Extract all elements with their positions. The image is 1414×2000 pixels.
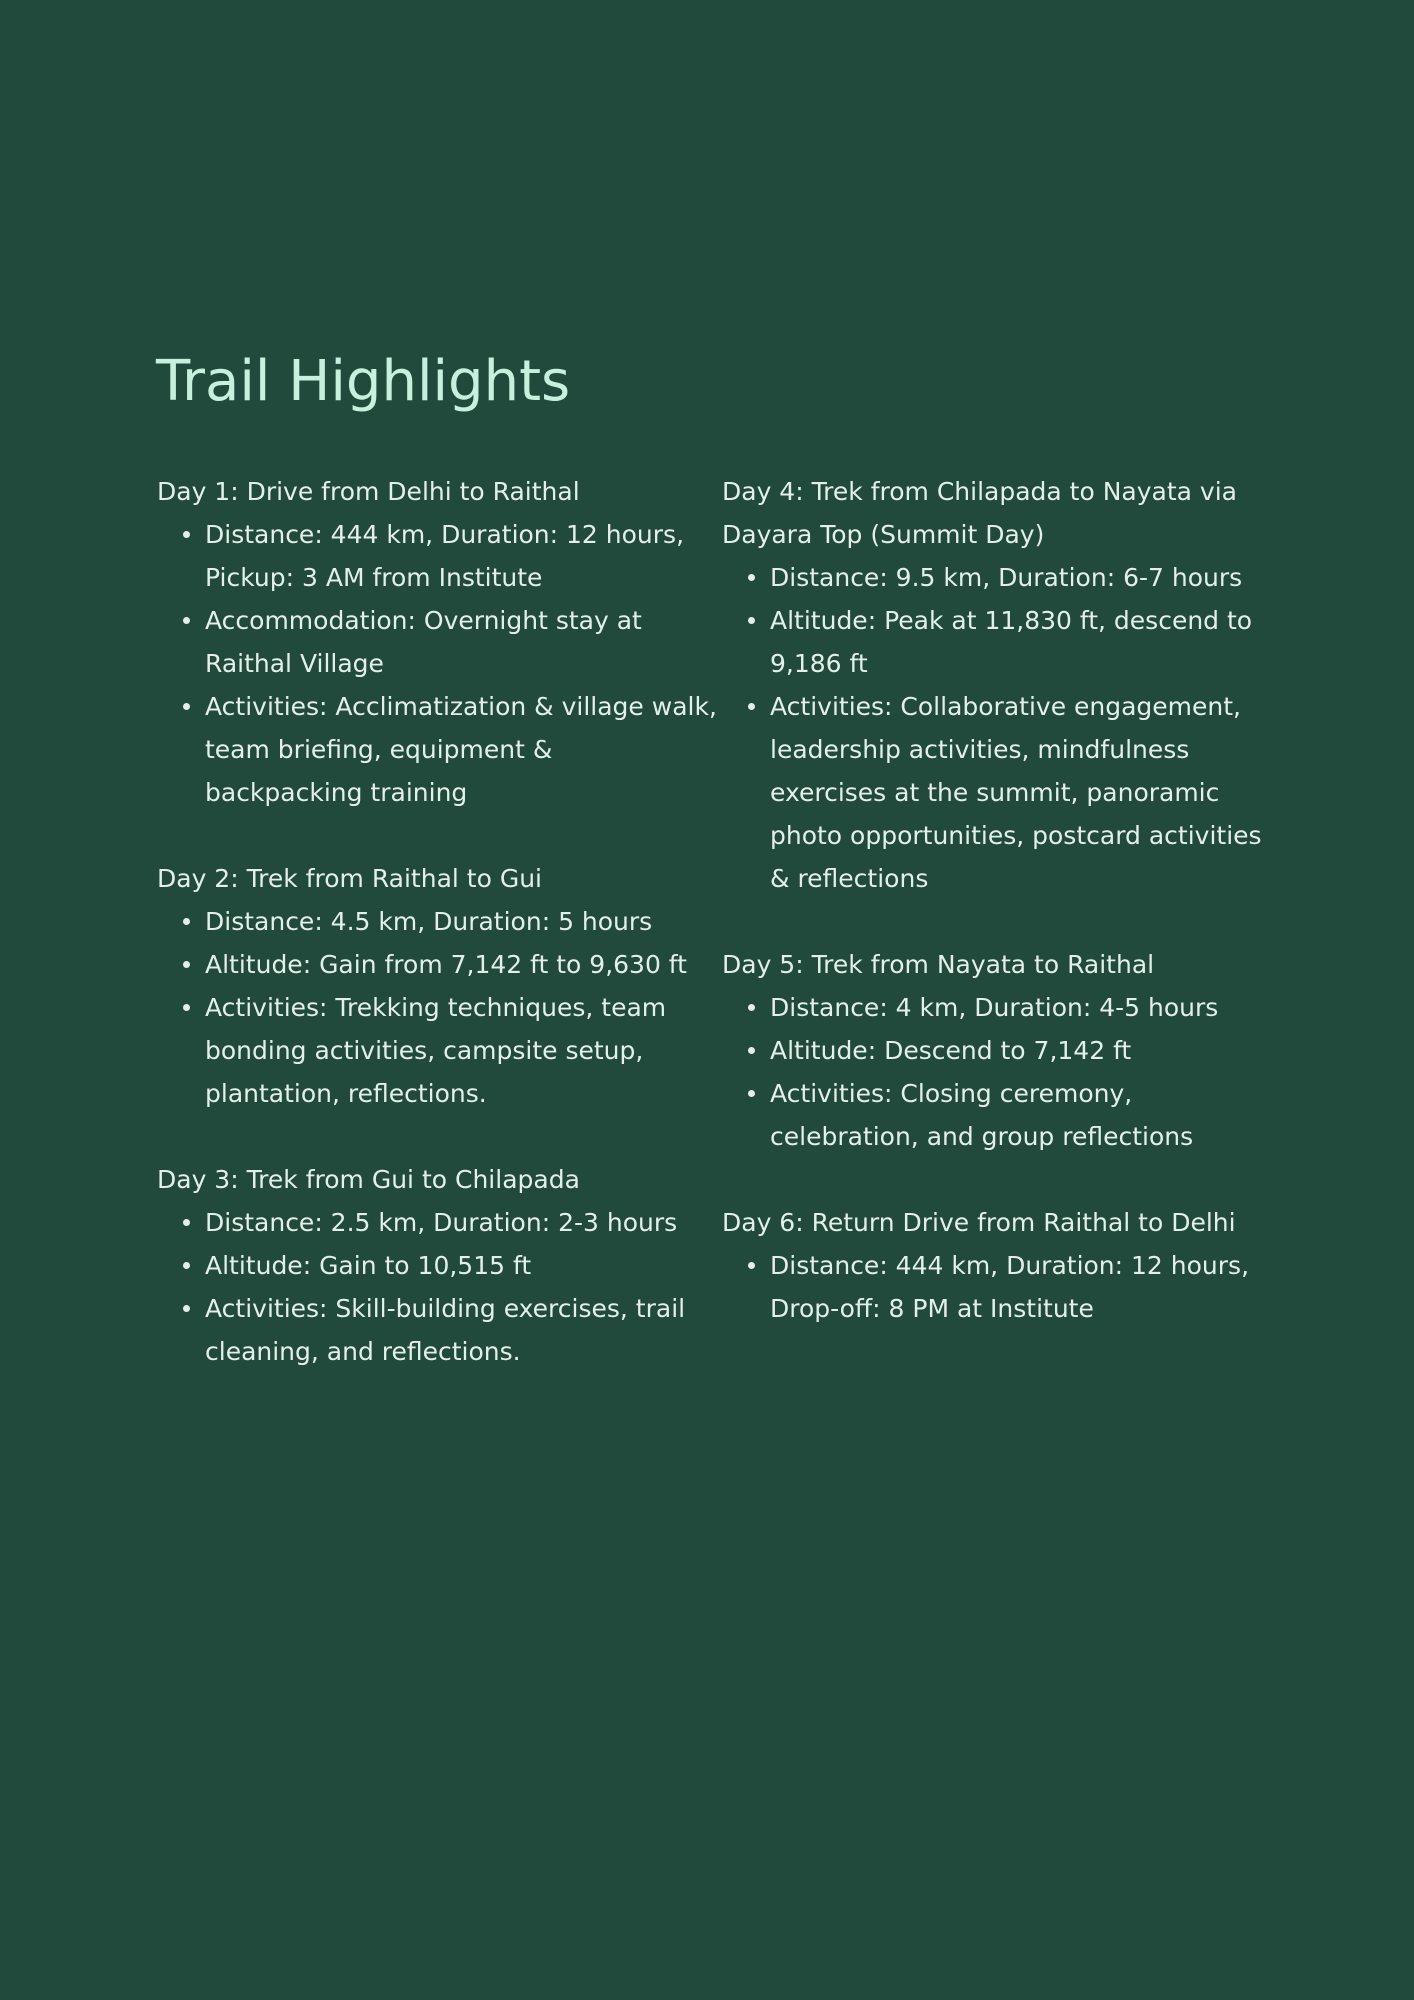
list-item-text: Activities: Trekking techniques, team bonding activities, campsite setup, plantation, reflections. xyxy=(205,993,667,1108)
list-item xyxy=(770,1244,1282,1330)
list-item xyxy=(770,1072,1282,1158)
list-item-text: Accommodation: Overnight stay at Raithal Village xyxy=(205,606,642,678)
list-item-text: Distance: 4.5 km, Duration: 5 hours xyxy=(205,907,653,936)
day-detail-list xyxy=(722,556,1282,900)
bullet-icon xyxy=(748,574,755,581)
list-item-text: Distance: 444 km, Duration: 12 hours, Pickup: 3 AM from Institute xyxy=(205,520,685,592)
day-block-1 xyxy=(157,470,717,814)
day-heading: Day 3: Trek from Gui to Chilapada xyxy=(157,1165,580,1194)
bullet-icon xyxy=(183,1262,190,1269)
bullet-icon xyxy=(748,1262,755,1269)
list-item-text: Distance: 2.5 km, Duration: 2-3 hours xyxy=(205,1208,678,1237)
bullet-icon xyxy=(748,617,755,624)
list-item xyxy=(770,556,1282,599)
day-heading: Day 6: Return Drive from Raithal to Delhi xyxy=(722,1208,1236,1237)
bullet-icon xyxy=(183,961,190,968)
list-item xyxy=(205,685,717,814)
day-block-5 xyxy=(722,943,1282,1158)
bullet-icon xyxy=(183,1219,190,1226)
list-item-text: Activities: Collaborative engagement, leadership activities, mindfulness exercises at the summit, panoramic photo opportunities, postcard activities & reflections xyxy=(770,692,1262,893)
list-item xyxy=(205,513,717,599)
list-item-text: Distance: 444 km, Duration: 12 hours, Drop-off: 8 PM at Institute xyxy=(770,1251,1250,1323)
bullet-icon xyxy=(183,531,190,538)
day-heading: Day 5: Trek from Nayata to Raithal xyxy=(722,950,1155,979)
day-block-3 xyxy=(157,1158,717,1373)
list-item-text: Altitude: Gain to 10,515 ft xyxy=(205,1251,532,1280)
list-item xyxy=(205,943,717,986)
bullet-icon xyxy=(183,617,190,624)
day-block-4 xyxy=(722,470,1282,900)
bullet-icon xyxy=(183,918,190,925)
day-detail-list xyxy=(157,900,717,1115)
page-title: Trail Highlights xyxy=(156,349,571,414)
list-item-text: Altitude: Descend to 7,142 ft xyxy=(770,1036,1132,1065)
day-detail-list xyxy=(722,1244,1282,1330)
day-detail-list xyxy=(157,1201,717,1373)
day-block-2 xyxy=(157,857,717,1115)
list-item-text: Activities: Skill-building exercises, trail cleaning, and reflections. xyxy=(205,1294,686,1366)
list-item xyxy=(770,685,1282,900)
list-item-text: Activities: Acclimatization & village walk, team briefing, equipment & backpacking training xyxy=(205,692,717,807)
bullet-icon xyxy=(183,1004,190,1011)
list-item-text: Activities: Closing ceremony, celebration, and group reflections xyxy=(770,1079,1194,1151)
day-heading: Day 1: Drive from Delhi to Raithal xyxy=(157,477,580,506)
list-item xyxy=(205,1287,717,1373)
list-item-text: Altitude: Peak at 11,830 ft, descend to 9,186 ft xyxy=(770,606,1253,678)
itinerary-left-column xyxy=(157,470,717,1416)
day-block-6 xyxy=(722,1201,1282,1330)
day-detail-list xyxy=(722,986,1282,1158)
bullet-icon xyxy=(748,1090,755,1097)
day-heading: Day 2: Trek from Raithal to Gui xyxy=(157,864,542,893)
list-item xyxy=(205,599,717,685)
bullet-icon xyxy=(748,703,755,710)
list-item-text: Distance: 4 km, Duration: 4-5 hours xyxy=(770,993,1219,1022)
list-item xyxy=(770,1029,1282,1072)
day-heading: Day 4: Trek from Chilapada to Nayata via Dayara Top (Summit Day) xyxy=(722,477,1237,549)
itinerary-right-column xyxy=(722,470,1282,1373)
list-item xyxy=(770,599,1282,685)
list-item xyxy=(205,1244,717,1287)
bullet-icon xyxy=(748,1004,755,1011)
list-item-text: Altitude: Gain from 7,142 ft to 9,630 ft xyxy=(205,950,687,979)
list-item xyxy=(205,1201,717,1244)
list-item xyxy=(770,986,1282,1029)
day-detail-list xyxy=(157,513,717,814)
list-item xyxy=(205,900,717,943)
list-item-text: Distance: 9.5 km, Duration: 6-7 hours xyxy=(770,563,1243,592)
bullet-icon xyxy=(748,1047,755,1054)
bullet-icon xyxy=(183,1305,190,1312)
bullet-icon xyxy=(183,703,190,710)
list-item xyxy=(205,986,717,1115)
